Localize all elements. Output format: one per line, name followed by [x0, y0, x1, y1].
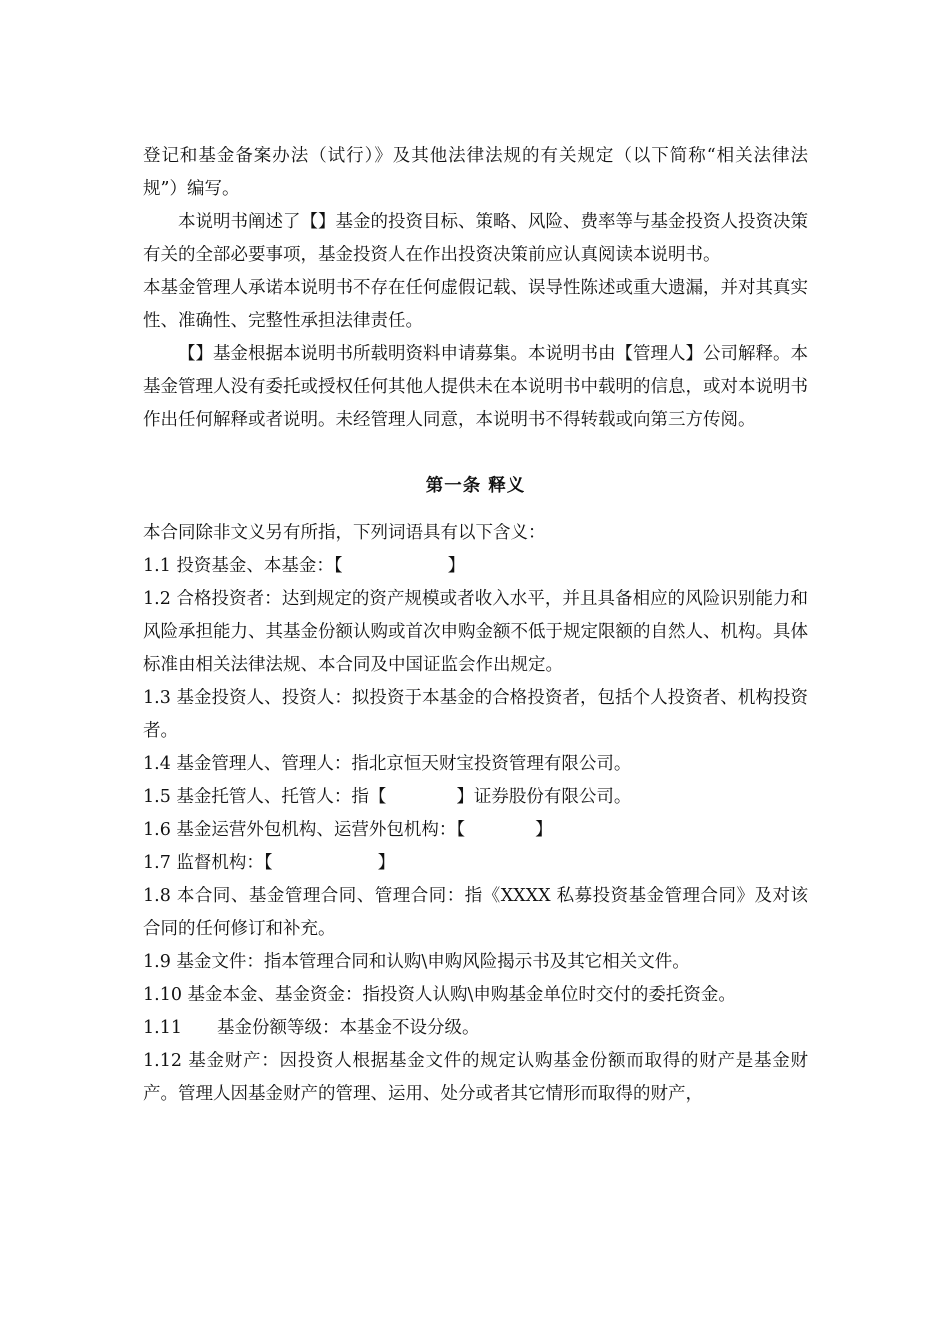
- definition-item: 1.2 合格投资者：达到规定的资产规模或者收入水平，并且具备相应的风险识别能力和风险承担能力、其基金份额认购或首次申购金额不低于规定限额的自然人、机构。具体标准由相关法律法规、本合同及中国证监会作出规定。: [143, 589, 808, 675]
- definition-item: 1.9 基金文件：指本管理合同和认购\申购风险揭示书及其它相关文件。: [143, 952, 690, 972]
- definition-item: 1.4 基金管理人、管理人：指北京恒天财宝投资管理有限公司。: [143, 754, 632, 774]
- definition-item: 1.8 本合同、基金管理合同、管理合同：指《XXXX 私募投资基金管理合同》及对该合同的任何修订和补充。: [143, 886, 808, 939]
- intro-paragraph-1: 登记和基金备案办法（试行）》及其他法律法规的有关规定（以下简称“相关法律法规”）编写。: [143, 146, 808, 199]
- definition-item: 1.7 监督机构：【 】: [143, 853, 396, 873]
- document-page: [143, 140, 808, 1111]
- definition-list: [143, 550, 808, 1111]
- definition-item: 1.11 基金份额等级：本基金不设分级。: [143, 1018, 480, 1038]
- definition-item: 1.5 基金托管人、托管人：指【 】证券股份有限公司。: [143, 787, 632, 807]
- definition-item: 1.1 投资基金、本基金：【 】: [143, 556, 466, 576]
- section-lead: 本合同除非文义另有所指，下列词语具有以下含义：: [143, 523, 546, 543]
- definition-item: 1.10 基金本金、基金资金：指投资人认购\申购基金单位时交付的委托资金。: [143, 985, 736, 1005]
- definition-item: 1.3 基金投资人、投资人：拟投资于本基金的合格投资者，包括个人投资者、机构投资者。: [143, 688, 808, 741]
- intro-paragraph-2: 本说明书阐述了【】基金的投资目标、策略、风险、费率等与基金投资人投资决策有关的全部必要事项，基金投资人在作出投资决策前应认真阅读本说明书。: [143, 212, 808, 265]
- intro-paragraph-3: 本基金管理人承诺本说明书不存在任何虚假记载、误导性陈述或重大遗漏，并对其真实性、准确性、完整性承担法律责任。: [143, 278, 808, 331]
- section-title: 第一条 释义: [425, 476, 526, 496]
- definition-item: 1.12 基金财产：因投资人根据基金文件的规定认购基金份额而取得的财产是基金财产。管理人因基金财产的管理、运用、处分或者其它情形而取得的财产，: [143, 1051, 808, 1104]
- definition-item: 1.6 基金运营外包机构、运营外包机构：【 】: [143, 820, 553, 840]
- intro-paragraph-4: 【】基金根据本说明书所载明资料申请募集。本说明书由【管理人】公司解释。本基金管理人没有委托或授权任何其他人提供未在本说明书中载明的信息，或对本说明书作出任何解释或者说明。未经管理人同意，本说明书不得转载或向第三方传阅。: [143, 344, 808, 430]
